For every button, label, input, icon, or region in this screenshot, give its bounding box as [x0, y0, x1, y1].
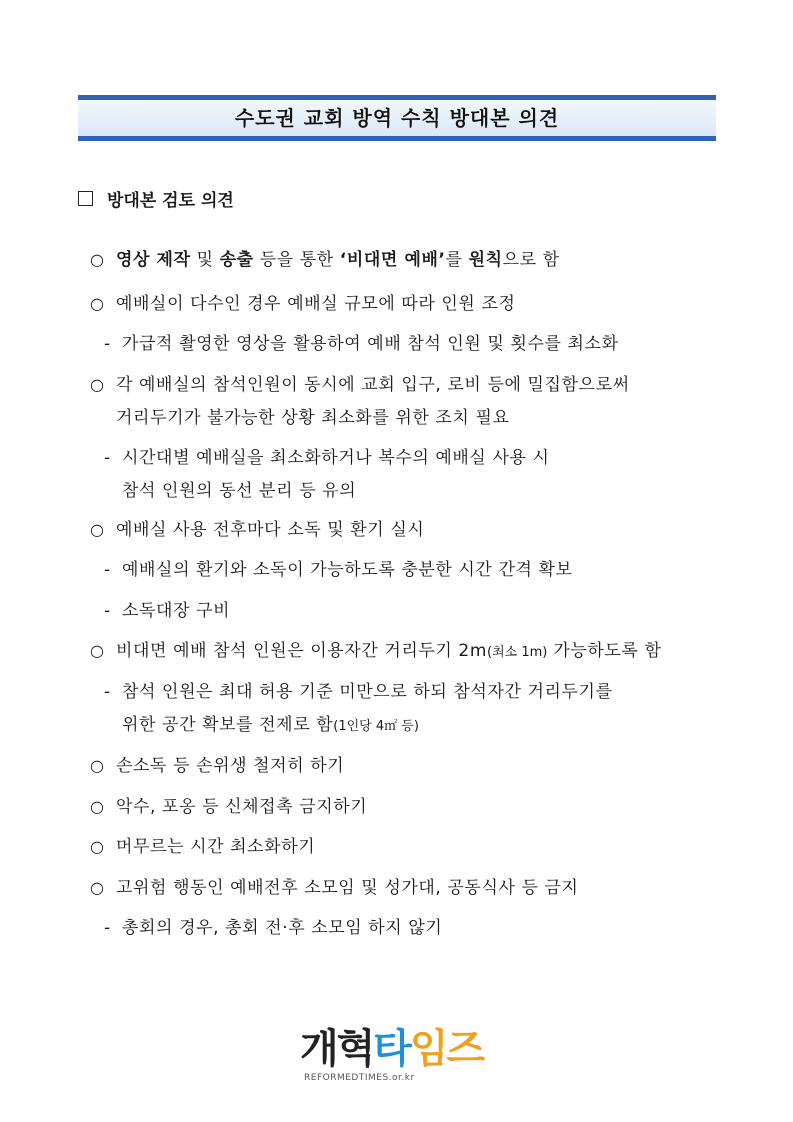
list-item: [104, 329, 619, 354]
item-text: 영상 제작: [116, 250, 191, 270]
item-text: 머무르는 시간 최소화하기: [116, 837, 316, 857]
section-heading: [78, 184, 234, 212]
list-item: [90, 289, 516, 314]
item-text: 각 예배실의 참석인원이 동시에 교회 입구, 로비 등에 밀집함으로써: [116, 375, 630, 395]
item-text: 원칙: [468, 250, 503, 270]
item-text: 예배실이 다수인 경우 예배실 규모에 따라 인원 조정: [116, 294, 516, 314]
item-text: 고위험 행동인 예배전후 소모임 및 성가대, 공동식사 등 금지: [116, 878, 579, 898]
list-item: [90, 832, 315, 857]
dash-bullet-icon: -: [104, 560, 111, 580]
item-text: 등을 통한: [253, 250, 340, 270]
circle-bullet-icon: ○: [90, 837, 105, 856]
list-item: [90, 873, 579, 898]
item-text: 으로 함: [502, 250, 560, 270]
reformed-times-logo: [300, 1025, 500, 1100]
logo-wordmark: 개혁타임즈: [300, 1026, 484, 1072]
list-item: [104, 913, 442, 938]
item-text: 소독대장 구비: [122, 601, 231, 621]
circle-bullet-icon: ○: [90, 878, 105, 897]
item-text: 악수, 포옹 등 신체접촉 금지하기: [116, 797, 368, 817]
title-band: [78, 95, 716, 141]
page-title: 수도권 교회 방역 수칙 방대본 의견: [234, 106, 560, 130]
item-text: (1인당 4㎡ 등): [333, 719, 419, 734]
list-item: [90, 751, 344, 776]
circle-bullet-icon: ○: [90, 641, 105, 660]
item-text: 비대면 예배 참석 인원은 이용자간 거리두기 2m: [116, 641, 487, 661]
dash-bullet-icon: -: [104, 918, 111, 938]
dash-bullet-icon: -: [104, 601, 111, 621]
list-item: [104, 555, 573, 580]
list-item: [104, 677, 613, 702]
item-text: 손소독 등 손위생 철저히 하기: [116, 756, 345, 776]
item-text: (최소 1m): [487, 645, 548, 660]
item-text: 가급적 촬영한 영상을 활용하여 예배 참석 인원 및 횟수를 최소화: [122, 334, 619, 354]
circle-bullet-icon: ○: [90, 797, 105, 816]
list-item: [90, 515, 424, 540]
circle-bullet-icon: ○: [90, 756, 105, 775]
list-item: [104, 443, 550, 468]
item-text: 참석 인원은 최대 허용 기준 미만으로 하되 참석자간 거리두기를: [122, 682, 613, 702]
item-text: 예배실 사용 전후마다 소독 및 환기 실시: [116, 520, 425, 540]
item-text: ‘비대면 예배’: [339, 250, 446, 270]
item-text: 총회의 경우, 총회 전·후 소모임 하지 않기: [122, 918, 443, 938]
dash-bullet-icon: -: [104, 682, 111, 702]
list-item-continuation: [122, 710, 419, 735]
circle-bullet-icon: ○: [90, 375, 105, 394]
list-item: [90, 370, 630, 395]
item-text: 참석 인원의 동선 분리 등 유의: [122, 481, 357, 501]
list-item: [104, 596, 230, 621]
item-text: 예배실의 환기와 소독이 가능하도록 충분한 시간 간격 확보: [122, 560, 573, 580]
circle-bullet-icon: ○: [90, 294, 105, 313]
list-item: [90, 245, 560, 270]
item-text: 를: [445, 250, 469, 270]
dash-bullet-icon: -: [104, 334, 111, 354]
item-text: 가능하도록 함: [547, 641, 662, 661]
list-item-continuation: [122, 476, 356, 501]
section-heading-text: 방대본 검토 의견: [107, 190, 234, 211]
item-text: 시간대별 예배실을 최소화하거나 복수의 예배실 사용 시: [122, 448, 550, 468]
checkbox-square-icon: [78, 191, 93, 206]
item-text: 위한 공간 확보를 전제로 함: [122, 715, 334, 735]
circle-bullet-icon: ○: [90, 520, 105, 539]
item-text: 송출: [219, 250, 254, 270]
title-bar-bottom: [78, 136, 716, 141]
item-text: 및: [190, 250, 220, 270]
list-item-continuation: [116, 403, 509, 428]
list-item: [90, 636, 661, 661]
logo-url: REFORMEDTIMES.or.kr: [304, 1073, 415, 1083]
list-item: [90, 792, 367, 817]
item-text: 거리두기가 불가능한 상황 최소화를 위한 조치 필요: [116, 408, 510, 428]
circle-bullet-icon: ○: [90, 250, 105, 269]
dash-bullet-icon: -: [104, 448, 111, 468]
